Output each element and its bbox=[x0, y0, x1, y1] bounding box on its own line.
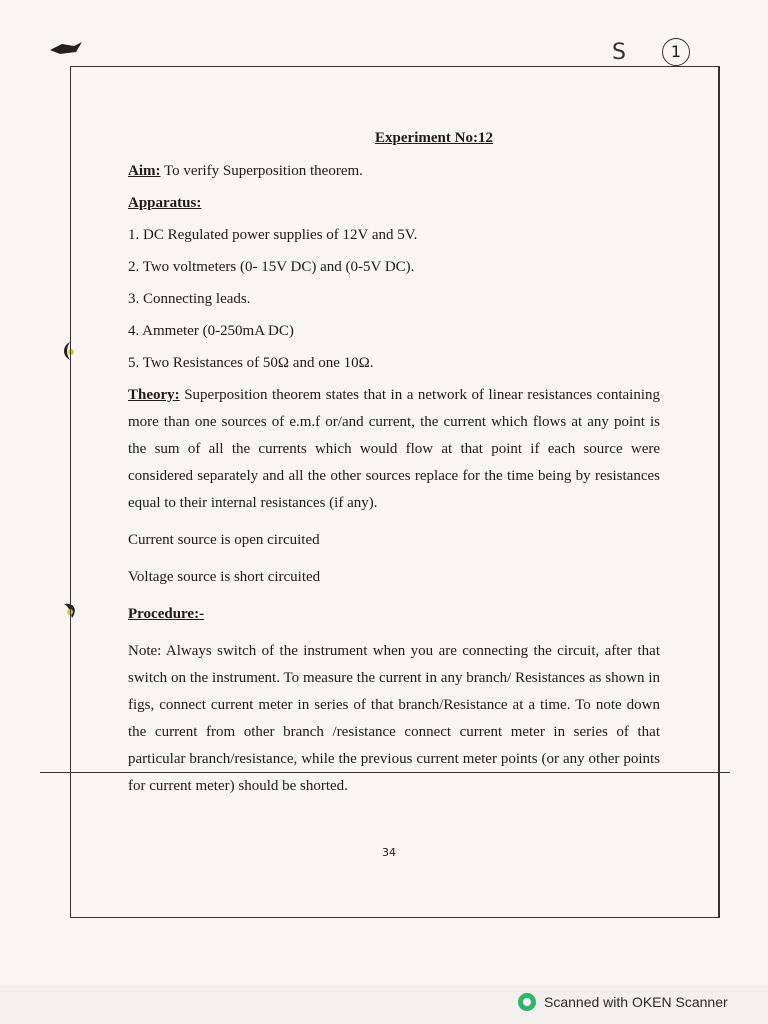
apparatus-item: 1. DC Regulated power supplies of 12V and 5V. bbox=[128, 227, 418, 243]
apparatus-label: Apparatus: bbox=[128, 195, 202, 211]
procedure-note: Note: Always switch of the instrument when you are connecting the circuit, after that switch on the instrument. To measure the current in any branch/ Resistances as shown in figs, connect current meter in series of that branch/Resistance at a time. To note down the current from other branch /resistance connect current meter in series of that particular branch/resistance, while the previous current meter points (or any other points for current meter) should be shorted. bbox=[128, 643, 660, 794]
theory-paragraph bbox=[128, 382, 660, 517]
scanner-watermark-text: Scanned with OKEN Scanner bbox=[544, 994, 728, 1010]
experiment-title: Experiment No:12 bbox=[375, 130, 493, 146]
corner-circled-number: 1 bbox=[662, 38, 690, 66]
corner-letter-mark: S bbox=[612, 40, 626, 65]
apparatus-item: 4. Ammeter (0-250mA DC) bbox=[128, 323, 294, 339]
scanner-watermark bbox=[518, 991, 728, 1013]
experiment-document bbox=[128, 125, 660, 800]
apparatus-item: 5. Two Resistances of 50Ω and one 10Ω. bbox=[128, 355, 374, 371]
aim-text: To verify Superposition theorem. bbox=[163, 163, 363, 179]
procedure-label: Procedure:- bbox=[128, 606, 205, 622]
theory-label: Theory: bbox=[128, 387, 180, 403]
voltage-source-note: Voltage source is short circuited bbox=[128, 569, 321, 585]
procedure-heading bbox=[128, 601, 660, 628]
apparatus-item: 3. Connecting leads. bbox=[128, 291, 251, 307]
aim-line bbox=[128, 158, 660, 185]
apparatus-heading bbox=[128, 190, 660, 217]
scanner-logo-icon bbox=[518, 993, 536, 1011]
current-source-note: Current source is open circuited bbox=[128, 532, 320, 548]
punch-hole-mark-icon bbox=[48, 40, 66, 62]
theory-text: Superposition theorem states that in a network of linear resistances containing more than one sources of e.m.f or/and current, the current which flows at any point is the sum of all the currents which would flow at that point if each source were considered separately and all the other sources replace for the time being by resistances equal to their internal resistances (if any). bbox=[128, 387, 660, 511]
aim-label: Aim: bbox=[128, 163, 161, 179]
apparatus-item: 2. Two voltmeters (0- 15V DC) and (0-5V DC). bbox=[128, 259, 415, 275]
page-number: 34 bbox=[382, 846, 396, 859]
